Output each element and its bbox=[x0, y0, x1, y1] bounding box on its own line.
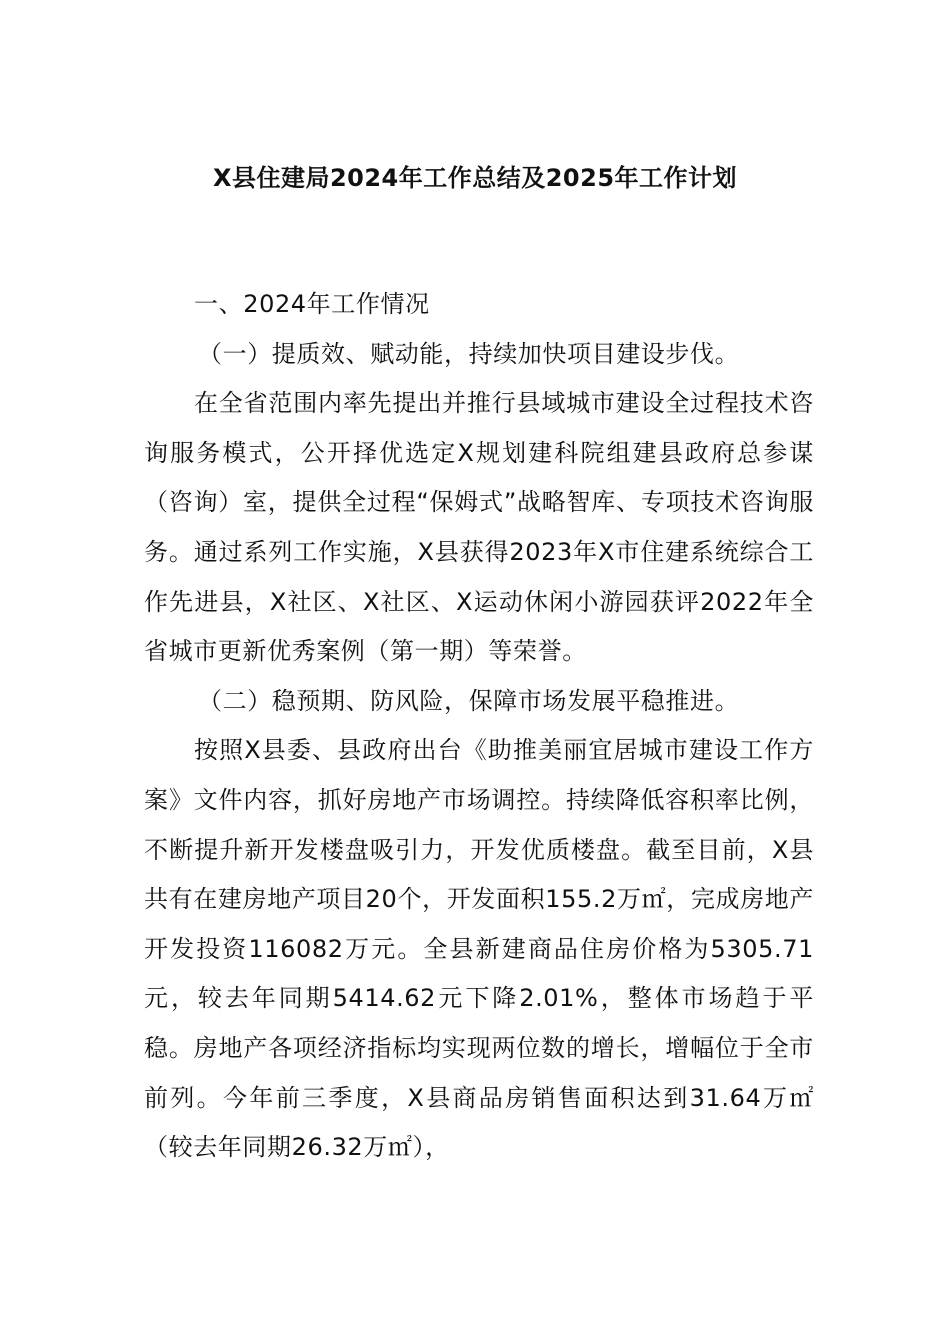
paragraph: 在全省范围内率先提出并推行县域城市建设全过程技术咨询服务模式，公开择优选定X规划建科院组建县政府总参谋（咨询）室，提供全过程“保姆式”战略智库、专项技术咨询服务。通过系列工作实施，X县获得2023年X市住建系统综合工作先进县，X社区、X社区、X运动休闲小游园获评2022年全省城市更新优秀案例（第一期）等荣誉。 bbox=[144, 389, 814, 666]
document-body bbox=[144, 280, 814, 1173]
document-title: X县住建局2024年工作总结及2025年工作计划 bbox=[212, 164, 738, 192]
subsection-heading: （一）提质效、赋动能，持续加快项目建设步伐。 bbox=[198, 339, 740, 368]
paragraph: 按照X县委、县政府出台《助推美丽宜居城市建设工作方案》文件内容，抓好房地产市场调控。持续降低容积率比例，不断提升新开发楼盘吸引力，开发优质楼盘。截至目前，X县共有在建房地产项目20个，开发面积155.2万㎡，完成房地产开发投资116082万元。全县新建商品住房价格为5305.71元，较去年同期5414.62元下降2.01%，整体市场趋于平稳。房地产各项经济指标均实现两位数的增长，增幅位于全市前列。今年前三季度，X县商品房销售面积达到31.64万㎡（较去年同期26.32万㎡）， bbox=[144, 736, 814, 1162]
subsection-heading: （二）稳预期、防风险，保障市场发展平稳推进。 bbox=[198, 686, 740, 715]
section-heading: 一、2024年工作情况 bbox=[194, 290, 430, 318]
